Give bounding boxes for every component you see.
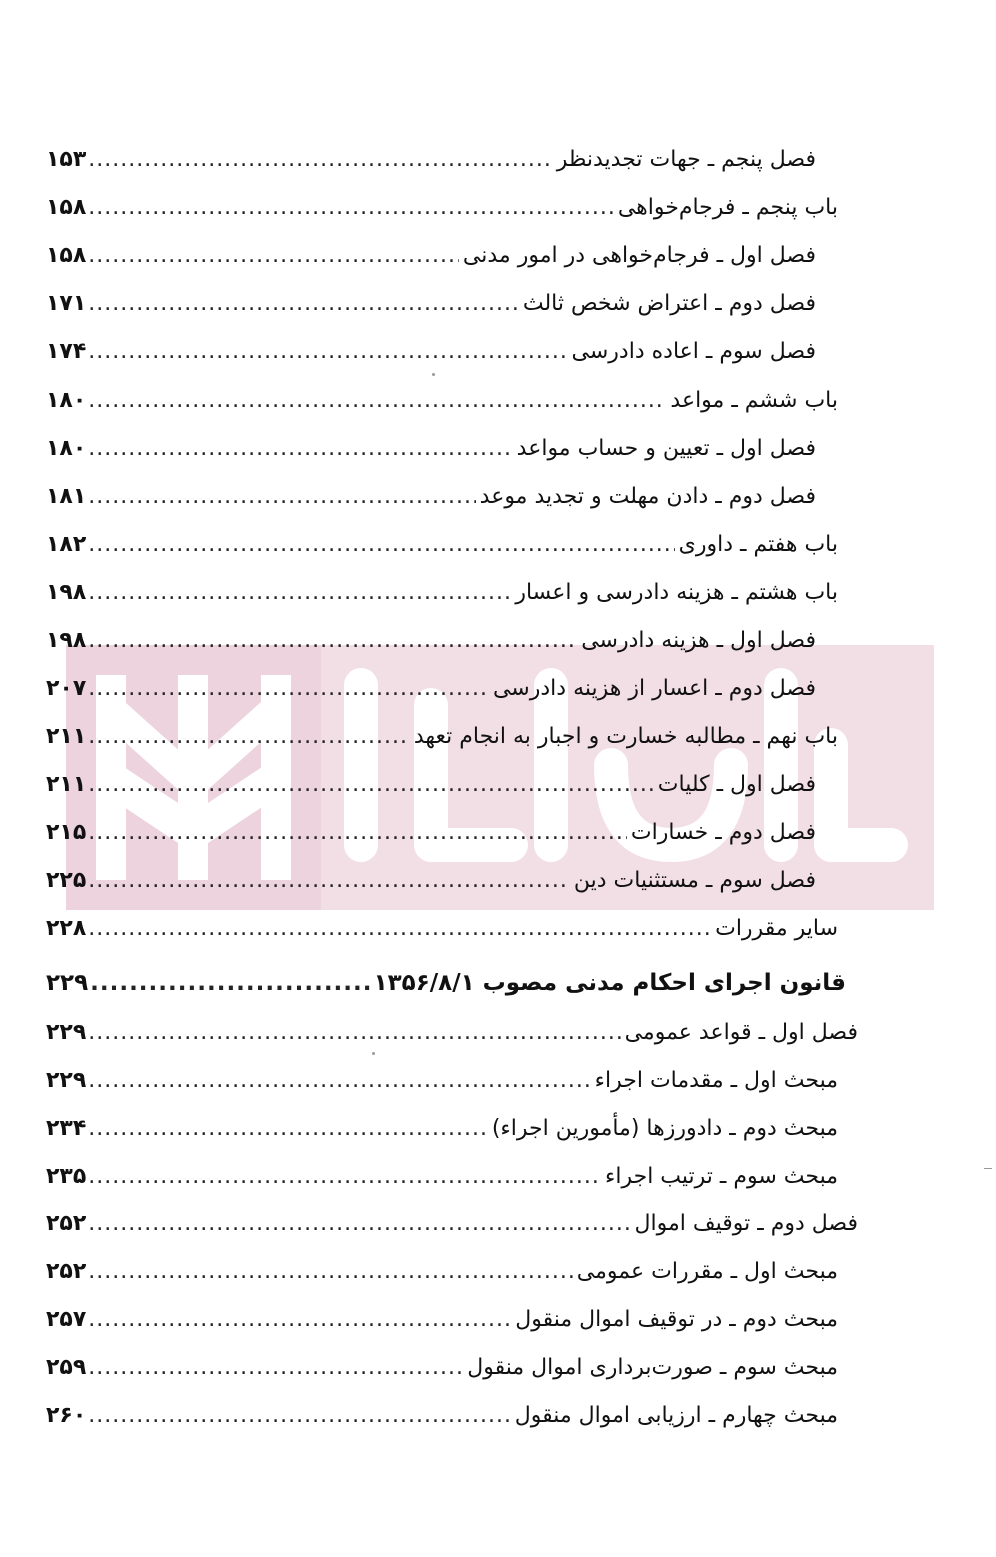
toc-entry-title: فصل سوم ـ اعاده دادرسی xyxy=(571,339,816,364)
dot-leader xyxy=(88,284,519,324)
toc-entry-title: مبحث دوم ـ دادورزها (مأمورین اجراء) xyxy=(491,1116,838,1141)
toc-entry xyxy=(46,332,816,372)
dot-leader xyxy=(88,669,489,709)
toc-entry-title: فصل اول ـ قواعد عمومی xyxy=(624,1020,858,1045)
toc-entry xyxy=(46,717,838,757)
toc-entry-title: فصل دوم ـ خسارات xyxy=(630,820,816,845)
toc-entry-page: ۱۸۰ xyxy=(46,388,87,413)
toc-entry-title: مبحث دوم ـ در توقیف اموال منقول xyxy=(515,1307,838,1332)
dot-leader xyxy=(88,525,674,565)
toc-entry-title: مبحث سوم ـ صورت‌برداری اموال منقول xyxy=(467,1355,838,1380)
toc-entry-title: باب ششم ـ مواعد xyxy=(670,388,838,413)
toc-entry-page: ۲۲۹ xyxy=(46,1020,87,1045)
toc-entry-page: ۱۵۸ xyxy=(46,243,87,268)
toc-entry-title: فصل دوم ـ اعتراض شخص ثالث xyxy=(522,291,816,316)
toc-entry-page: ۱۵۳ xyxy=(46,147,87,172)
toc-entry xyxy=(46,284,816,324)
toc-entry-page: ۲۵۲ xyxy=(46,1211,87,1236)
toc-entry-title: مبحث سوم ـ ترتیب اجراء xyxy=(605,1164,838,1189)
toc-entry-page: ۲۰۷ xyxy=(46,676,87,701)
dot-leader xyxy=(88,477,475,517)
dot-leader xyxy=(88,1061,590,1101)
dot-leader xyxy=(88,813,627,853)
toc-entry-page: ۱۵۸ xyxy=(46,195,87,220)
toc-entry-page: ۲۵۷ xyxy=(46,1307,87,1332)
toc-entry-page: ۲۲۵ xyxy=(46,868,87,893)
toc-section-heading xyxy=(46,963,846,1003)
dot-leader xyxy=(88,1252,573,1292)
toc-entry-page: ۱۷۱ xyxy=(46,291,87,316)
toc-entry-page: ۲۵۹ xyxy=(46,1355,87,1380)
toc-entry-page: ۲۵۲ xyxy=(46,1259,87,1284)
toc-entry-title: باب پنجم ـ فرجام‌خواهی xyxy=(617,195,838,220)
toc-entry-title: فصل اول ـ فرجام‌خواهی در امور مدنی xyxy=(462,243,816,268)
toc-entry-page: ۱۸۱ xyxy=(46,484,87,509)
toc-entry xyxy=(46,1348,838,1388)
toc-entry xyxy=(46,621,816,661)
toc-entry-title: باب نهم ـ مطالبه خسارت و اجبار به انجام تعهد xyxy=(413,724,838,749)
toc-entry xyxy=(46,813,816,853)
toc-entry-page: ۱۷۴ xyxy=(46,339,87,364)
dot-leader xyxy=(88,1300,511,1340)
dot-leader xyxy=(88,909,711,949)
dot-leader xyxy=(88,429,512,469)
toc-entry-page: ۲۲۹ xyxy=(46,1068,87,1093)
toc-entry xyxy=(46,1300,838,1340)
toc-entry xyxy=(46,1396,838,1436)
toc-entry-title: سایر مقررات xyxy=(715,916,838,941)
toc-entry-page: ۱۸۰ xyxy=(46,436,87,461)
toc-entry xyxy=(46,669,816,709)
toc-entry xyxy=(46,1061,838,1101)
dot-leader xyxy=(88,1157,601,1197)
toc-entry xyxy=(46,1013,858,1053)
dot-leader xyxy=(88,621,577,661)
toc-entry xyxy=(46,1157,838,1197)
toc-entry-page: ۲۱۱ xyxy=(46,724,87,749)
toc-entry xyxy=(46,188,838,228)
dot-leader xyxy=(88,573,511,613)
dot-leader xyxy=(88,1348,463,1388)
toc-entry-page: ۱۹۸ xyxy=(46,580,87,605)
toc-entry-title: مبحث اول ـ مقررات عمومی xyxy=(576,1259,838,1284)
toc-entry-title: فصل اول ـ هزینه دادرسی xyxy=(581,628,816,653)
dot-leader xyxy=(88,1109,488,1149)
toc-entry-title: مبحث چهارم ـ ارزیابی اموال منقول xyxy=(514,1403,838,1428)
toc-entry-page: ۲۲۸ xyxy=(46,916,87,941)
toc-entry-page: ۱۸۲ xyxy=(46,532,87,557)
toc-entry-title: باب هشتم ـ هزینه دادرسی و اعسار xyxy=(515,580,838,605)
toc-entry xyxy=(46,140,816,180)
toc-entry-page: ۱۹۸ xyxy=(46,628,87,653)
toc-entry xyxy=(46,861,816,901)
toc-entry-title: فصل دوم ـ دادن مهلت و تجدید موعد xyxy=(479,484,816,509)
toc-entry xyxy=(46,1109,838,1149)
toc-entry xyxy=(46,429,816,469)
toc-entry-page: ۲۳۴ xyxy=(46,1116,87,1141)
toc-entry-title: فصل پنجم ـ جهات تجدیدنظر xyxy=(556,147,816,172)
dot-leader xyxy=(88,1013,620,1053)
dot-leader xyxy=(88,765,653,805)
toc-entry-title: فصل دوم ـ اعسار از هزینه دادرسی xyxy=(492,676,816,701)
toc-entry-title: باب هفتم ـ داوری xyxy=(678,532,838,557)
toc-entry-title: مبحث اول ـ مقدمات اجراء xyxy=(594,1068,838,1093)
dot-leader xyxy=(88,381,666,421)
toc-entry-page: ۲۱۱ xyxy=(46,772,87,797)
toc-entry-title: فصل سوم ـ مستثنیات دین xyxy=(573,868,816,893)
dot-leader xyxy=(88,1204,630,1244)
toc-entry-page: ۲۶۰ xyxy=(46,1403,87,1428)
toc-entry xyxy=(46,525,838,565)
dot-leader xyxy=(88,861,570,901)
dot-leader xyxy=(90,963,369,1003)
toc-entry xyxy=(46,1252,838,1292)
toc-entry xyxy=(46,765,816,805)
toc-entry xyxy=(46,236,816,276)
toc-entry-title: فصل دوم ـ توقیف اموال xyxy=(634,1211,858,1236)
toc-entry-page: ۲۲۹ xyxy=(46,970,89,996)
dot-leader xyxy=(88,188,614,228)
toc-entry xyxy=(46,1204,858,1244)
toc-entry-title: قانون اجرای احکام مدنی مصوب ۱۳۵۶/۸/۱ xyxy=(373,970,846,996)
dot-leader xyxy=(88,1396,510,1436)
toc-entry xyxy=(46,477,816,517)
toc-entry-title: فصل اول ـ تعیین و حساب مواعد xyxy=(516,436,816,461)
toc-entry-page: ۲۳۵ xyxy=(46,1164,87,1189)
dot-leader xyxy=(88,236,459,276)
dot-leader xyxy=(88,717,410,757)
toc-entry xyxy=(46,381,838,421)
toc-entry xyxy=(46,909,838,949)
dot-leader xyxy=(88,332,567,372)
toc-entry-page: ۲۱۵ xyxy=(46,820,87,845)
dot-leader xyxy=(88,140,552,180)
toc-entry xyxy=(46,573,838,613)
toc-entry-title: فصل اول ـ کلیات xyxy=(657,772,816,797)
